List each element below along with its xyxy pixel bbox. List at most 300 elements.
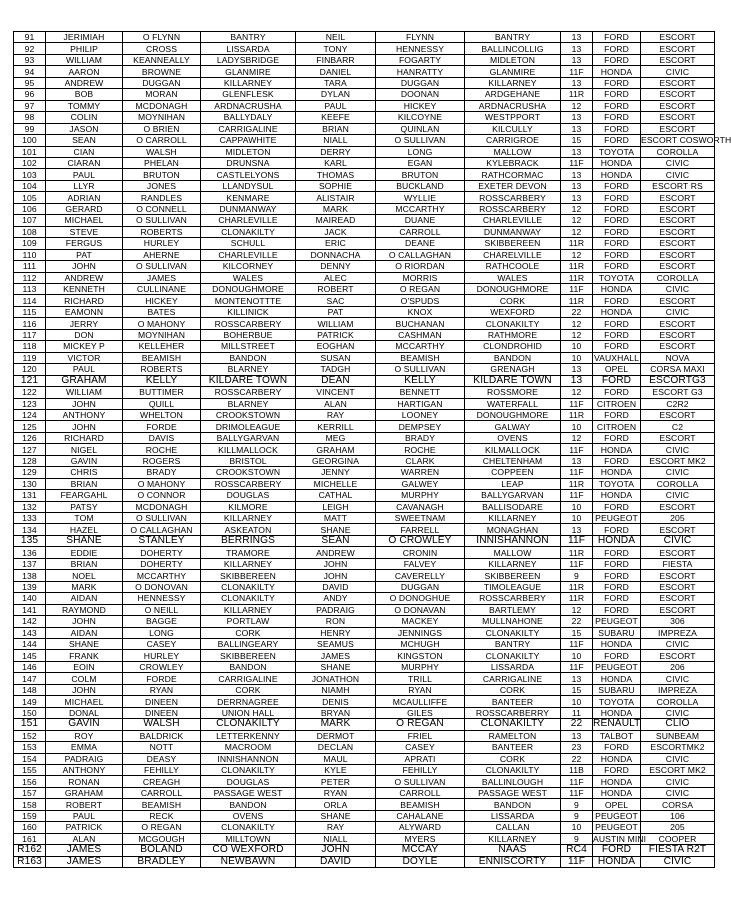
- driver-town-cell: LISSARDA: [201, 43, 296, 54]
- driver-town-cell: TRAMORE: [201, 547, 296, 558]
- codriver-town-cell: GALWAY: [465, 421, 561, 432]
- driver-town-cell: ARDNACRUSHA: [201, 100, 296, 111]
- car-make-cell: FORD: [593, 650, 641, 661]
- car-model-cell: ESCORT: [641, 192, 715, 203]
- entry-number-cell: 160: [14, 822, 46, 833]
- driver-surname-cell: AHERNE: [123, 249, 201, 260]
- codriver-surname-cell: O REGAN: [376, 283, 465, 294]
- car-model-cell: ESCORT MK2: [641, 765, 715, 776]
- entry-number-cell: 135: [14, 535, 46, 546]
- class-cell: 12: [561, 432, 593, 443]
- car-make-cell: HONDA: [593, 787, 641, 798]
- class-cell: 13: [561, 146, 593, 157]
- car-model-cell: ESCORT: [641, 77, 715, 88]
- entry-number-cell: 108: [14, 226, 46, 237]
- table-row: [14, 833, 715, 844]
- car-make-cell: SUBARU: [593, 627, 641, 638]
- car-make-cell: FORD: [593, 238, 641, 249]
- codriver-surname-cell: BUCHANAN: [376, 318, 465, 329]
- car-make-cell: FORD: [593, 192, 641, 203]
- car-model-cell: ESCORT: [641, 329, 715, 340]
- table-row: [14, 455, 715, 466]
- entry-number-cell: 127: [14, 444, 46, 455]
- table-row: [14, 742, 715, 753]
- class-cell: 13: [561, 180, 593, 191]
- class-cell: 23: [561, 742, 593, 753]
- codriver-first-name-cell: SHANE: [296, 661, 376, 672]
- driver-first-name-cell: STEVE: [46, 226, 123, 237]
- codriver-surname-cell: CAVERELLY: [376, 570, 465, 581]
- table-row: [14, 524, 715, 535]
- driver-surname-cell: BRUTON: [123, 169, 201, 180]
- entry-number-cell: 115: [14, 306, 46, 317]
- codriver-surname-cell: WYLLIE: [376, 192, 465, 203]
- driver-first-name-cell: MICKEY P: [46, 341, 123, 352]
- class-cell: 11R: [561, 547, 593, 558]
- driver-surname-cell: BRADLEY: [123, 856, 201, 867]
- car-model-cell: ESCORT: [641, 100, 715, 111]
- codriver-town-cell: RATHMORE: [465, 329, 561, 340]
- driver-surname-cell: O MAHONY: [123, 478, 201, 489]
- codriver-town-cell: KILMALLOCK: [465, 444, 561, 455]
- class-cell: 12: [561, 249, 593, 260]
- class-cell: 13: [561, 77, 593, 88]
- codriver-surname-cell: DUGGAN: [376, 581, 465, 592]
- driver-town-cell: GLANMIRE: [201, 66, 296, 77]
- car-model-cell: COOPER: [641, 833, 715, 844]
- codriver-town-cell: BANTEER: [465, 742, 561, 753]
- table-row: [14, 398, 715, 409]
- driver-first-name-cell: ALAN: [46, 833, 123, 844]
- codriver-first-name-cell: ANDY: [296, 593, 376, 604]
- class-cell: 11B: [561, 765, 593, 776]
- codriver-surname-cell: CASHMAN: [376, 329, 465, 340]
- driver-surname-cell: STANLEY: [123, 535, 201, 546]
- driver-first-name-cell: JASON: [46, 123, 123, 134]
- table-row: [14, 467, 715, 478]
- table-row: [14, 650, 715, 661]
- table-row: [14, 673, 715, 684]
- driver-first-name-cell: LLYR: [46, 180, 123, 191]
- car-make-cell: PEUGEOT: [593, 513, 641, 524]
- class-cell: 11F: [561, 639, 593, 650]
- car-make-cell: FORD: [593, 329, 641, 340]
- car-make-cell: HONDA: [593, 444, 641, 455]
- driver-town-cell: BANDON: [201, 799, 296, 810]
- driver-surname-cell: CASEY: [123, 639, 201, 650]
- codriver-surname-cell: QUINLAN: [376, 123, 465, 134]
- entry-number-cell: 126: [14, 432, 46, 443]
- entry-number-cell: 91: [14, 32, 46, 43]
- driver-surname-cell: HURLEY: [123, 238, 201, 249]
- entry-number-cell: 129: [14, 467, 46, 478]
- table-row: [14, 627, 715, 638]
- class-cell: 11: [561, 707, 593, 718]
- driver-first-name-cell: GAVIN: [46, 719, 123, 730]
- table-row: [14, 593, 715, 604]
- codriver-surname-cell: LONG: [376, 146, 465, 157]
- codriver-town-cell: CLONAKILTY: [465, 650, 561, 661]
- codriver-surname-cell: GILES: [376, 707, 465, 718]
- codriver-surname-cell: WARREN: [376, 467, 465, 478]
- driver-surname-cell: CROSS: [123, 43, 201, 54]
- codriver-first-name-cell: RON: [296, 616, 376, 627]
- car-model-cell: FIESTA: [641, 558, 715, 569]
- codriver-surname-cell: O REGAN: [376, 719, 465, 730]
- codriver-town-cell: BALLISODARE: [465, 501, 561, 512]
- driver-town-cell: CORK: [201, 627, 296, 638]
- class-cell: 12: [561, 203, 593, 214]
- driver-surname-cell: HICKEY: [123, 295, 201, 306]
- driver-town-cell: SKIBBEREEN: [201, 650, 296, 661]
- entry-number-cell: 102: [14, 157, 46, 168]
- codriver-first-name-cell: KEEFE: [296, 112, 376, 123]
- driver-surname-cell: BRADY: [123, 467, 201, 478]
- car-model-cell: ESCORT: [641, 409, 715, 420]
- driver-surname-cell: NOTT: [123, 742, 201, 753]
- table-row: [14, 226, 715, 237]
- car-make-cell: HONDA: [593, 639, 641, 650]
- car-make-cell: FORD: [593, 77, 641, 88]
- car-make-cell: TOYOTA: [593, 272, 641, 283]
- codriver-surname-cell: O RIORDAN: [376, 261, 465, 272]
- car-model-cell: C2: [641, 421, 715, 432]
- car-model-cell: CIVIC: [641, 157, 715, 168]
- car-model-cell: ESCORT: [641, 54, 715, 65]
- class-cell: 11F: [561, 558, 593, 569]
- driver-first-name-cell: ANDREW: [46, 77, 123, 88]
- entry-number-cell: 161: [14, 833, 46, 844]
- car-model-cell: COROLLA: [641, 146, 715, 157]
- codriver-first-name-cell: DERMOT: [296, 730, 376, 741]
- codriver-first-name-cell: WILLIAM: [296, 318, 376, 329]
- codriver-first-name-cell: RYAN: [296, 787, 376, 798]
- driver-first-name-cell: EMMA: [46, 742, 123, 753]
- class-cell: 9: [561, 799, 593, 810]
- class-cell: 10: [561, 352, 593, 363]
- class-cell: 10: [561, 513, 593, 524]
- car-model-cell: CORSA: [641, 799, 715, 810]
- codriver-surname-cell: O DONOGHUE: [376, 593, 465, 604]
- driver-first-name-cell: JAMES: [46, 856, 123, 867]
- driver-town-cell: OVENS: [201, 810, 296, 821]
- codriver-first-name-cell: DECLAN: [296, 742, 376, 753]
- codriver-town-cell: CHELTENHAM: [465, 455, 561, 466]
- codriver-first-name-cell: CATHAL: [296, 490, 376, 501]
- codriver-town-cell: ROSSCARBERY: [465, 203, 561, 214]
- codriver-town-cell: WATERFALL: [465, 398, 561, 409]
- driver-first-name-cell: CIAN: [46, 146, 123, 157]
- car-make-cell: HONDA: [593, 856, 641, 867]
- driver-first-name-cell: ADRIAN: [46, 192, 123, 203]
- table-row: [14, 696, 715, 707]
- class-cell: 13: [561, 123, 593, 134]
- entry-number-cell: 142: [14, 616, 46, 627]
- table-row: [14, 215, 715, 226]
- entry-number-cell: 125: [14, 421, 46, 432]
- car-model-cell: ESCORTMK2: [641, 742, 715, 753]
- entry-number-cell: 119: [14, 352, 46, 363]
- codriver-first-name-cell: HENRY: [296, 627, 376, 638]
- car-make-cell: TOYOTA: [593, 696, 641, 707]
- codriver-town-cell: BALLYGARVAN: [465, 490, 561, 501]
- table-row: [14, 306, 715, 317]
- table-row: [14, 54, 715, 65]
- driver-surname-cell: DINEEN: [123, 707, 201, 718]
- driver-surname-cell: BALDRICK: [123, 730, 201, 741]
- entry-number-cell: 144: [14, 639, 46, 650]
- class-cell: 15: [561, 684, 593, 695]
- codriver-town-cell: WEXFORD: [465, 306, 561, 317]
- codriver-surname-cell: EGAN: [376, 157, 465, 168]
- car-make-cell: FORD: [593, 765, 641, 776]
- driver-town-cell: SCHULL: [201, 238, 296, 249]
- table-row: [14, 283, 715, 294]
- driver-surname-cell: KELLY: [123, 375, 201, 386]
- driver-first-name-cell: PAT: [46, 249, 123, 260]
- codriver-first-name-cell: BRIAN: [296, 123, 376, 134]
- driver-first-name-cell: NOEL: [46, 570, 123, 581]
- driver-first-name-cell: RICHARD: [46, 295, 123, 306]
- car-make-cell: HONDA: [593, 66, 641, 77]
- driver-first-name-cell: RICHARD: [46, 432, 123, 443]
- codriver-first-name-cell: NIAMH: [296, 684, 376, 695]
- codriver-surname-cell: CARROLL: [376, 787, 465, 798]
- driver-surname-cell: MCCARTHY: [123, 570, 201, 581]
- driver-first-name-cell: AIDAN: [46, 593, 123, 604]
- car-model-cell: ESCORT: [641, 650, 715, 661]
- driver-surname-cell: WALSH: [123, 146, 201, 157]
- car-make-cell: FORD: [593, 180, 641, 191]
- car-model-cell: ESCORT: [641, 238, 715, 249]
- driver-surname-cell: MCDONAGH: [123, 100, 201, 111]
- entry-number-cell: 134: [14, 524, 46, 535]
- codriver-town-cell: BANDON: [465, 352, 561, 363]
- car-model-cell: ESCORT: [641, 570, 715, 581]
- codriver-surname-cell: MACKEY: [376, 616, 465, 627]
- codriver-surname-cell: DOONAN: [376, 89, 465, 100]
- entry-number-cell: R162: [14, 845, 46, 856]
- codriver-town-cell: BARTLEMY: [465, 604, 561, 615]
- table-row: [14, 787, 715, 798]
- codriver-town-cell: DONOUGHMORE: [465, 283, 561, 294]
- driver-first-name-cell: PATRICK: [46, 822, 123, 833]
- driver-surname-cell: CULLINANE: [123, 283, 201, 294]
- codriver-town-cell: OVENS: [465, 432, 561, 443]
- class-cell: 11F: [561, 776, 593, 787]
- class-cell: 11F: [561, 444, 593, 455]
- driver-surname-cell: FORDE: [123, 421, 201, 432]
- car-model-cell: CIVIC: [641, 707, 715, 718]
- driver-surname-cell: O NEILL: [123, 604, 201, 615]
- car-make-cell: FORD: [593, 54, 641, 65]
- car-model-cell: ESCORT: [641, 226, 715, 237]
- class-cell: 11F: [561, 661, 593, 672]
- codriver-first-name-cell: MICHELLE: [296, 478, 376, 489]
- car-model-cell: ESCORT: [641, 123, 715, 134]
- class-cell: 12: [561, 100, 593, 111]
- codriver-surname-cell: ROCHE: [376, 444, 465, 455]
- entry-list: [13, 31, 731, 868]
- codriver-first-name-cell: SHANE: [296, 810, 376, 821]
- driver-town-cell: MILLTOWN: [201, 833, 296, 844]
- car-make-cell: FORD: [593, 261, 641, 272]
- driver-town-cell: LADYSBRIDGE: [201, 54, 296, 65]
- driver-first-name-cell: BRIAN: [46, 558, 123, 569]
- driver-town-cell: NEWBAWN: [201, 856, 296, 867]
- codriver-town-cell: BALLINLOUGH: [465, 776, 561, 787]
- codriver-town-cell: CLONAKILTY: [465, 318, 561, 329]
- driver-town-cell: CLONAKILTY: [201, 822, 296, 833]
- codriver-town-cell: RATHCORMAC: [465, 169, 561, 180]
- driver-town-cell: KILMORE: [201, 501, 296, 512]
- table-row: [14, 639, 715, 650]
- car-model-cell: ESCORT: [641, 593, 715, 604]
- class-cell: 10: [561, 696, 593, 707]
- car-model-cell: ESCORT: [641, 261, 715, 272]
- table-row: [14, 77, 715, 88]
- codriver-town-cell: CORK: [465, 684, 561, 695]
- codriver-surname-cell: SWEETNAM: [376, 513, 465, 524]
- driver-surname-cell: KEANNEALLY: [123, 54, 201, 65]
- codriver-first-name-cell: MATT: [296, 513, 376, 524]
- entry-number-cell: 96: [14, 89, 46, 100]
- car-model-cell: 106: [641, 810, 715, 821]
- entry-number-cell: 109: [14, 238, 46, 249]
- car-make-cell: FORD: [593, 581, 641, 592]
- codriver-surname-cell: CARROLL: [376, 226, 465, 237]
- codriver-town-cell: RAMELTON: [465, 730, 561, 741]
- driver-town-cell: CLONAKILTY: [201, 719, 296, 730]
- table-row: [14, 318, 715, 329]
- driver-town-cell: PASSAGE WEST: [201, 787, 296, 798]
- codriver-first-name-cell: SHANE: [296, 524, 376, 535]
- class-cell: 10: [561, 421, 593, 432]
- car-make-cell: PEUGEOT: [593, 810, 641, 821]
- codriver-first-name-cell: DAVID: [296, 581, 376, 592]
- table-row: [14, 249, 715, 260]
- car-make-cell: FORD: [593, 432, 641, 443]
- driver-town-cell: DRUNSNA: [201, 157, 296, 168]
- table-row: [14, 558, 715, 569]
- codriver-first-name-cell: ORLA: [296, 799, 376, 810]
- codriver-surname-cell: CAVANAGH: [376, 501, 465, 512]
- car-make-cell: HONDA: [593, 707, 641, 718]
- driver-town-cell: DUNMANWAY: [201, 203, 296, 214]
- driver-town-cell: CAPPAWHITE: [201, 135, 296, 146]
- car-model-cell: 306: [641, 616, 715, 627]
- class-cell: 10: [561, 650, 593, 661]
- driver-first-name-cell: FERGUS: [46, 238, 123, 249]
- driver-town-cell: CHARLEVILLE: [201, 249, 296, 260]
- driver-surname-cell: MORAN: [123, 89, 201, 100]
- codriver-first-name-cell: ALISTAIR: [296, 192, 376, 203]
- driver-surname-cell: O BRIEN: [123, 123, 201, 134]
- driver-surname-cell: BROWNE: [123, 66, 201, 77]
- car-make-cell: HONDA: [593, 169, 641, 180]
- codriver-surname-cell: HICKEY: [376, 100, 465, 111]
- table-row: [14, 444, 715, 455]
- codriver-first-name-cell: VINCENT: [296, 387, 376, 398]
- entry-number-cell: 152: [14, 730, 46, 741]
- class-cell: 22: [561, 753, 593, 764]
- driver-town-cell: MACROOM: [201, 742, 296, 753]
- table-row: [14, 501, 715, 512]
- table-row: [14, 730, 715, 741]
- codriver-first-name-cell: THOMAS: [296, 169, 376, 180]
- driver-surname-cell: FEHILLY: [123, 765, 201, 776]
- car-model-cell: CIVIC: [641, 856, 715, 867]
- car-model-cell: 205: [641, 513, 715, 524]
- class-cell: 15: [561, 627, 593, 638]
- entry-number-cell: 120: [14, 364, 46, 375]
- driver-surname-cell: KELLEHER: [123, 341, 201, 352]
- driver-first-name-cell: ROBERT: [46, 799, 123, 810]
- codriver-surname-cell: FRIEL: [376, 730, 465, 741]
- class-cell: 11F: [561, 66, 593, 77]
- table-row: [14, 157, 715, 168]
- driver-town-cell: BALLYDALY: [201, 112, 296, 123]
- codriver-first-name-cell: PETER: [296, 776, 376, 787]
- car-make-cell: FORD: [593, 215, 641, 226]
- car-make-cell: FORD: [593, 547, 641, 558]
- codriver-town-cell: ROSSCARBERY: [465, 593, 561, 604]
- class-cell: 22: [561, 719, 593, 730]
- codriver-surname-cell: CLARK: [376, 455, 465, 466]
- entry-number-cell: 128: [14, 455, 46, 466]
- codriver-first-name-cell: ERIC: [296, 238, 376, 249]
- codriver-surname-cell: O CALLAGHAN: [376, 249, 465, 260]
- entry-number-cell: 136: [14, 547, 46, 558]
- driver-surname-cell: DEASY: [123, 753, 201, 764]
- codriver-town-cell: MONAGHAN: [465, 524, 561, 535]
- car-make-cell: FORD: [593, 742, 641, 753]
- car-make-cell: VAUXHALL: [593, 352, 640, 363]
- entry-number-cell: 116: [14, 318, 46, 329]
- table-row: [14, 43, 715, 54]
- driver-surname-cell: ROGERS: [123, 455, 201, 466]
- codriver-surname-cell: BEAMISH: [376, 799, 465, 810]
- class-cell: 11R: [561, 581, 593, 592]
- driver-first-name-cell: PADRAIG: [46, 753, 123, 764]
- codriver-town-cell: TIMOLEAGUE: [465, 581, 561, 592]
- table-row: [14, 66, 715, 77]
- table-row: [14, 856, 715, 867]
- car-model-cell: CLIO: [641, 719, 715, 730]
- driver-first-name-cell: GRAHAM: [46, 787, 123, 798]
- entry-number-cell: 101: [14, 146, 46, 157]
- table-row: [14, 535, 715, 546]
- car-model-cell: ESCORT: [641, 295, 715, 306]
- car-make-cell: FORD: [593, 409, 641, 420]
- driver-surname-cell: JONES: [123, 180, 201, 191]
- driver-town-cell: BALLINGEARY: [201, 639, 296, 650]
- table-row: [14, 719, 715, 730]
- codriver-town-cell: CORK: [465, 753, 561, 764]
- class-cell: 11F: [561, 856, 593, 867]
- entry-number-cell: 143: [14, 627, 46, 638]
- table-row: [14, 146, 715, 157]
- car-model-cell: CIVIC: [641, 169, 715, 180]
- codriver-town-cell: DUNMANWAY: [465, 226, 561, 237]
- driver-surname-cell: BEAMISH: [123, 799, 201, 810]
- codriver-surname-cell: FALVEY: [376, 558, 465, 569]
- driver-town-cell: MONTENOTTTE: [201, 295, 296, 306]
- car-model-cell: ESCORT: [641, 89, 715, 100]
- codriver-surname-cell: HANRATTY: [376, 66, 465, 77]
- driver-first-name-cell: TOM: [46, 513, 123, 524]
- table-row: [14, 707, 715, 718]
